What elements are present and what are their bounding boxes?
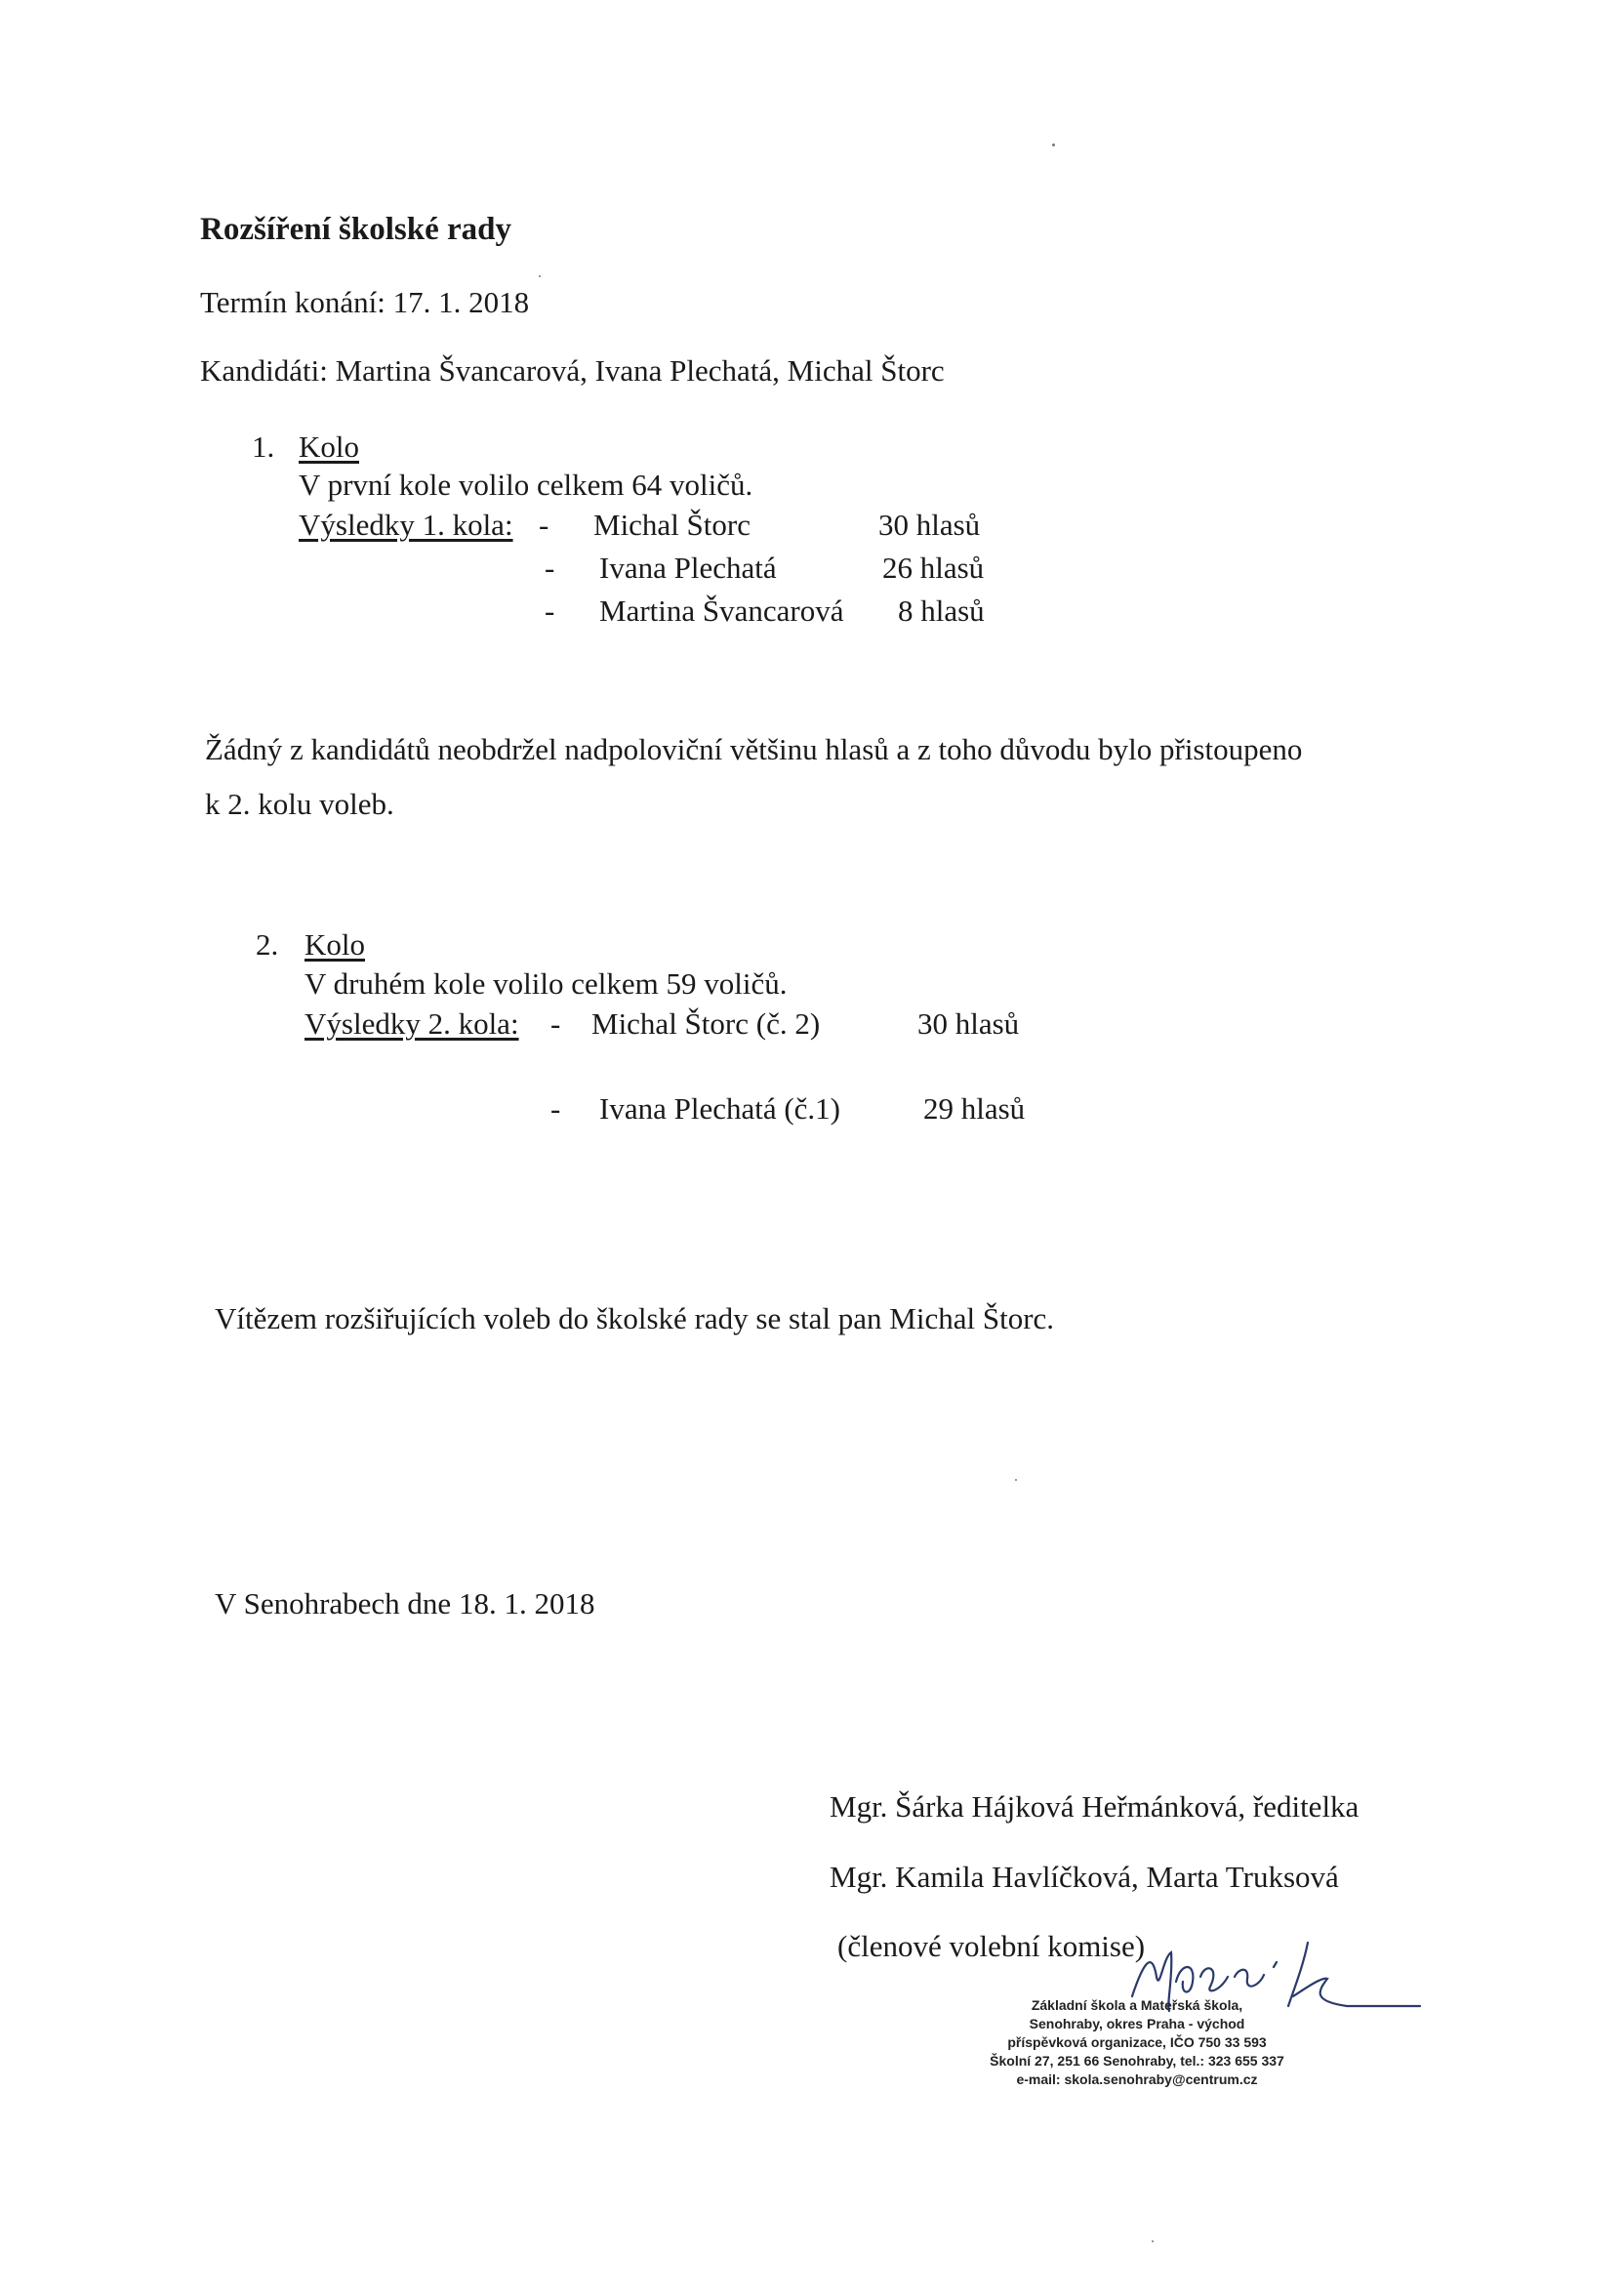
round2-result-votes: 29 hlasů xyxy=(923,1091,1026,1126)
date-line: Termín konání: 17. 1. 2018 xyxy=(200,285,530,319)
signatory-commission: Mgr. Kamila Havlíčková, Marta Truksová xyxy=(830,1860,1339,1894)
school-stamp xyxy=(971,1996,1303,2089)
scan-speck xyxy=(539,275,541,277)
round1-result-dash: - xyxy=(539,508,549,542)
round2-result-dash: - xyxy=(550,1006,561,1041)
round1-intro: V první kole volilo celkem 64 voličů. xyxy=(299,468,753,502)
place-date: V Senohrabech dne 18. 1. 2018 xyxy=(215,1586,595,1620)
round1-heading: Kolo xyxy=(299,430,359,464)
scan-speck xyxy=(1015,1479,1017,1481)
round1-result-dash: - xyxy=(545,594,555,628)
note-line-2: k 2. kolu voleb. xyxy=(205,787,394,821)
round2-result-votes: 30 hlasů xyxy=(917,1006,1020,1041)
candidates-line: Kandidáti: Martina Švancarová, Ivana Plechatá, Michal Štorc xyxy=(200,353,945,388)
round1-result-votes: 26 hlasů xyxy=(882,551,985,585)
commission-note: (členové volební komise) xyxy=(837,1929,1146,1963)
scan-speck xyxy=(1052,144,1055,146)
winner-line: Vítězem rozšiřujících voleb do školské rady se stal pan Michal Štorc. xyxy=(215,1301,1055,1335)
round2-result-dash: - xyxy=(550,1091,561,1126)
stamp-line: Školní 27, 251 66 Senohraby, tel.: 323 655 337 xyxy=(990,2053,1284,2069)
stamp-line: e-mail: skola.senohraby@centrum.cz xyxy=(1016,2071,1258,2087)
round1-result-name: Ivana Plechatá xyxy=(599,551,777,585)
stamp-line: Senohraby, okres Praha - východ xyxy=(1029,2016,1245,2031)
round2-result-name: Ivana Plechatá (č.1) xyxy=(599,1091,841,1126)
round1-result-votes: 30 hlasů xyxy=(878,508,981,542)
round1-result-dash: - xyxy=(545,551,555,585)
round1-result-name: Michal Štorc xyxy=(593,508,751,542)
round2-intro: V druhém kole volilo celkem 59 voličů. xyxy=(304,966,788,1001)
document-title: Rozšíření školské rady xyxy=(200,212,512,247)
round1-result-name: Martina Švancarová xyxy=(599,594,844,628)
round2-number: 2. xyxy=(256,927,279,962)
round1-number: 1. xyxy=(252,430,275,464)
signatory-director: Mgr. Šárka Hájková Heřmánková, ředitelka xyxy=(830,1789,1360,1824)
scan-speck xyxy=(1152,2240,1154,2242)
round1-result-votes: 8 hlasů xyxy=(898,594,985,628)
round2-results-label: Výsledky 2. kola: xyxy=(304,1006,519,1041)
round2-heading: Kolo xyxy=(304,927,365,962)
round2-result-name: Michal Štorc (č. 2) xyxy=(591,1006,821,1041)
stamp-line: Základní škola a Mateřská škola, xyxy=(1031,1997,1243,2013)
note-line-1: Žádný z kandidátů neobdržel nadpoloviční většinu hlasů a z toho důvodu bylo přistoupeno xyxy=(205,732,1303,766)
round1-results-label: Výsledky 1. kola: xyxy=(299,508,513,542)
stamp-line: příspěvková organizace, IČO 750 33 593 xyxy=(1007,2034,1267,2050)
